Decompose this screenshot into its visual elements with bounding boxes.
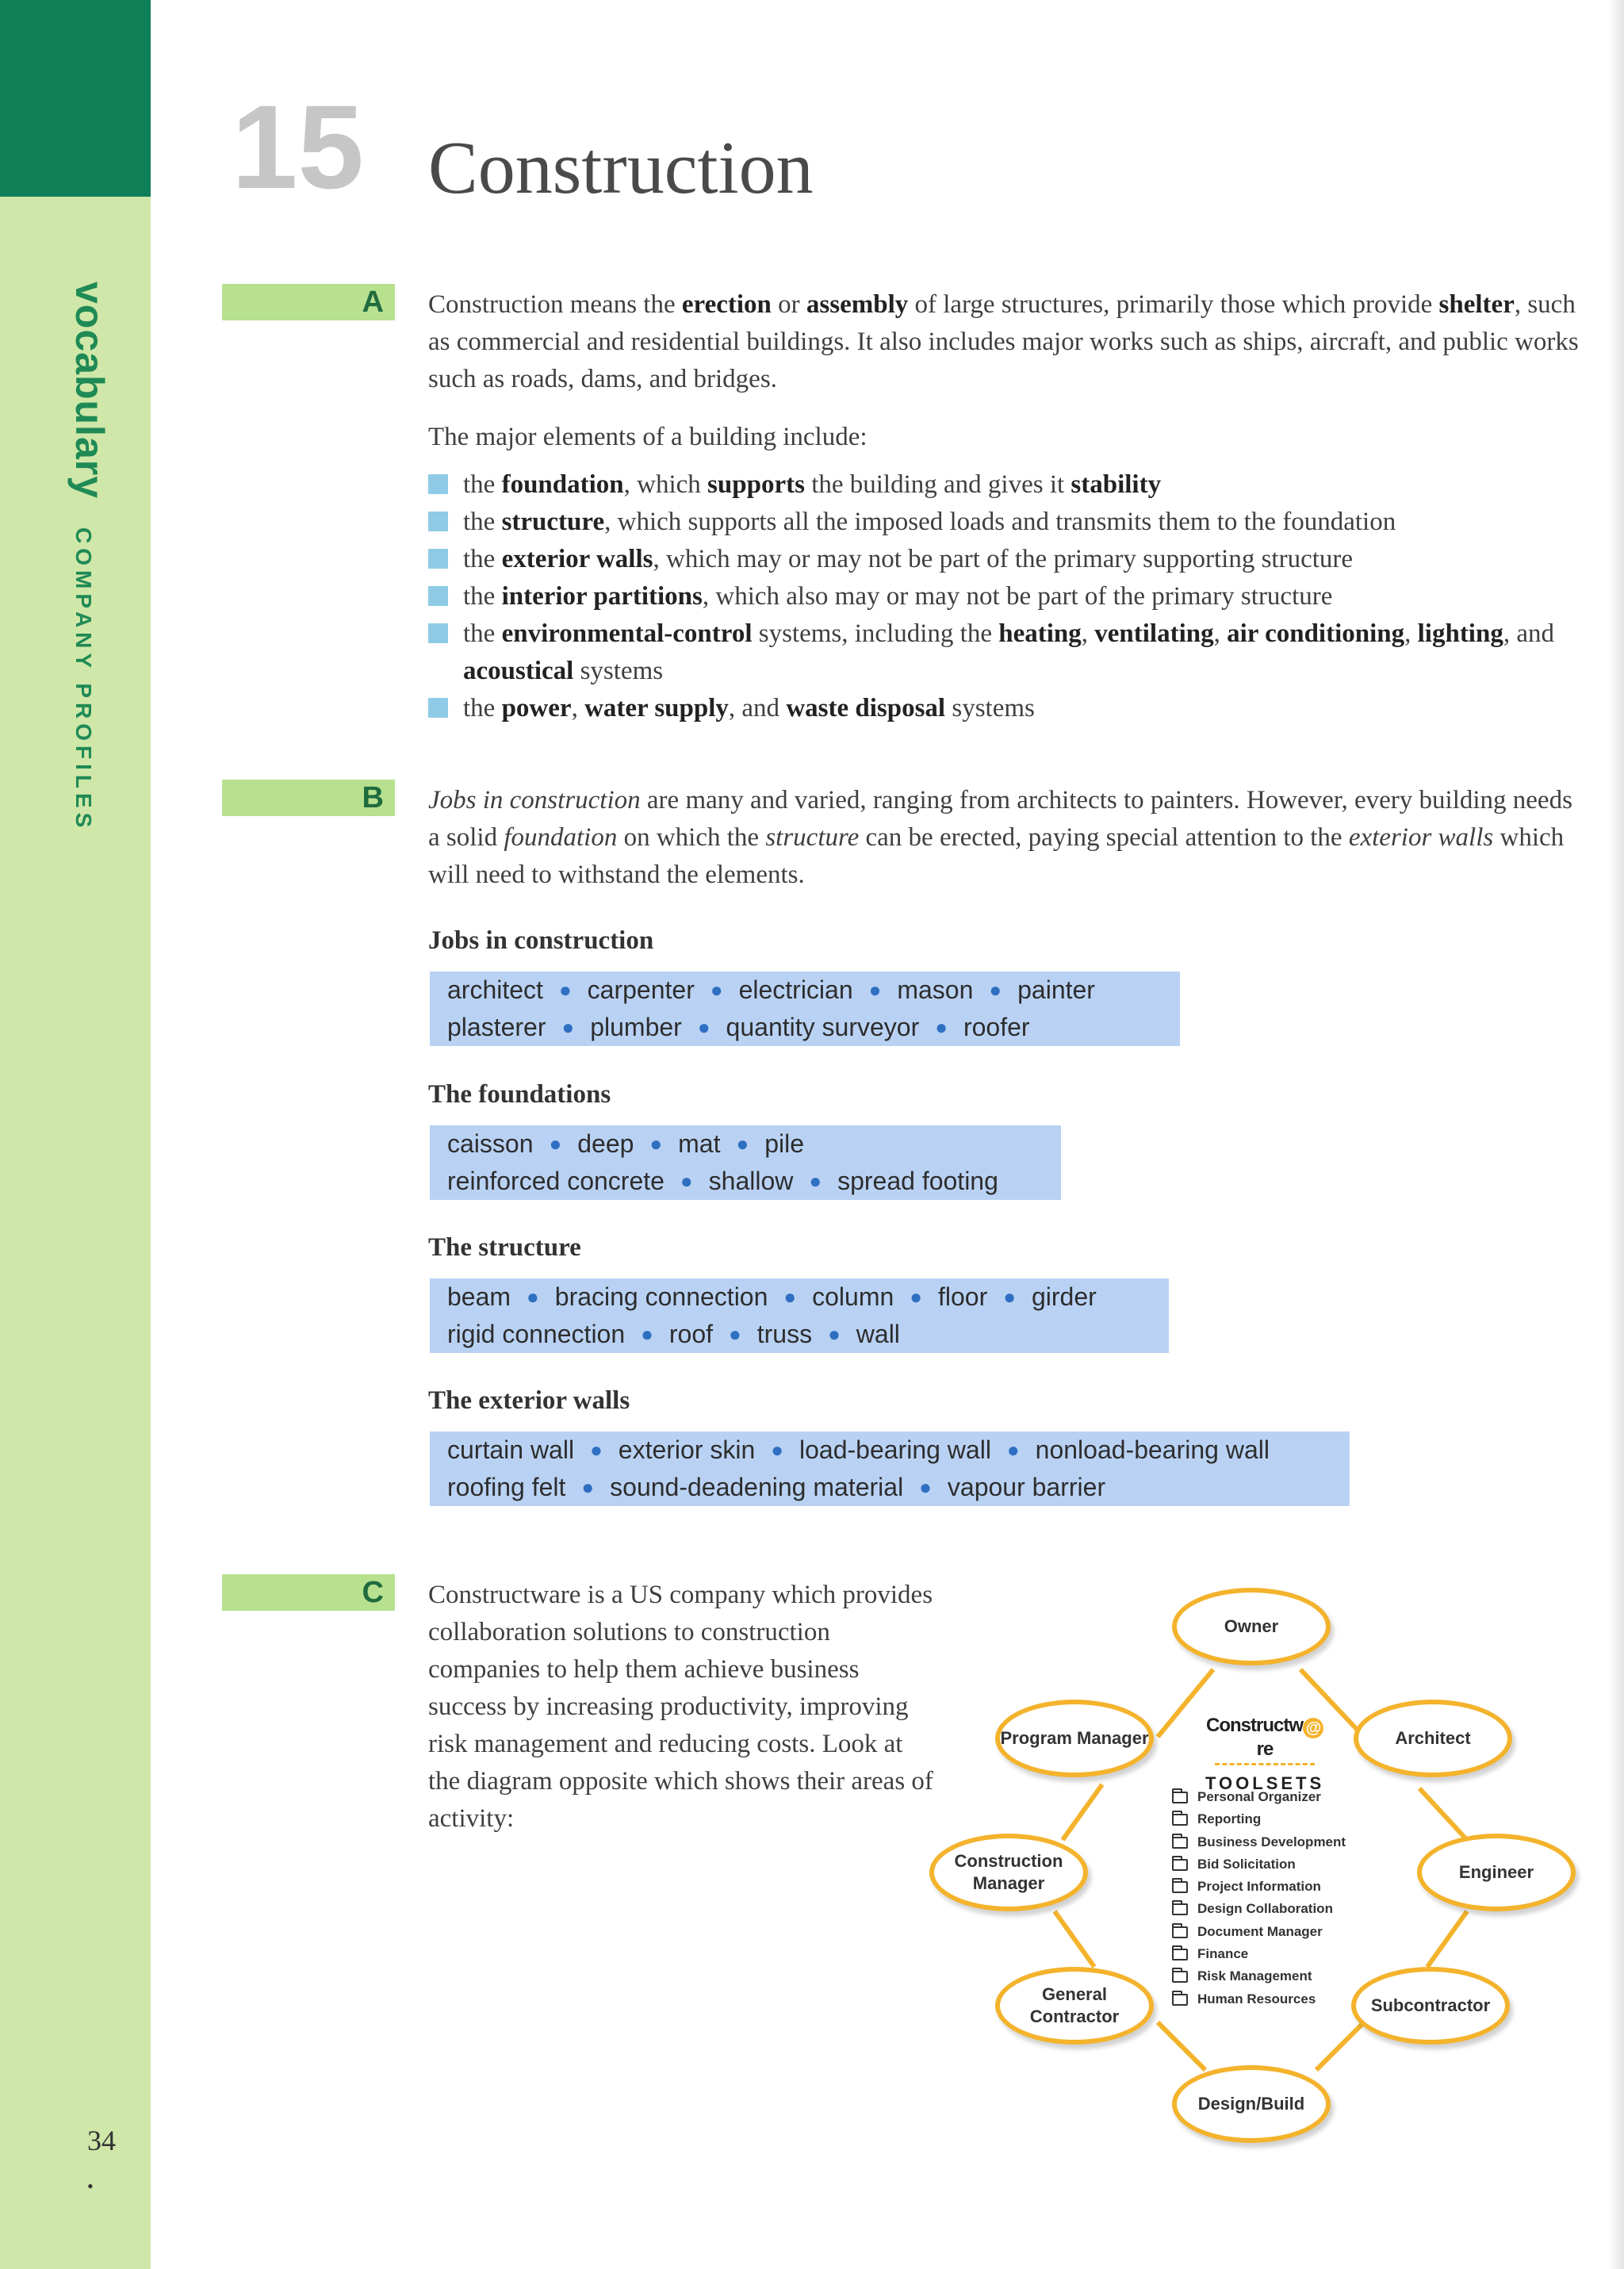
vocab-term: curtain wall	[447, 1435, 575, 1464]
toolset-label: Bid Solicitation	[1197, 1856, 1296, 1872]
vocab-term: load-bearing wall	[799, 1435, 991, 1464]
toolset-item	[1172, 1808, 1346, 1830]
vocab-term: roofer	[963, 1013, 1030, 1041]
vocab-term: sound-deadening material	[610, 1473, 904, 1501]
bullet-dot-icon: ●	[649, 1132, 663, 1156]
vocab-term: exterior skin	[618, 1435, 756, 1464]
toolset-item	[1172, 1988, 1346, 2010]
vocab-box	[430, 1278, 1169, 1353]
building-element-item	[428, 466, 1586, 504]
toolset-label: Personal Organizer	[1197, 1789, 1321, 1804]
bullet-dot-icon: ●	[771, 1438, 783, 1462]
section-b-intro	[428, 782, 1586, 894]
logo-at-symbol: @	[1303, 1718, 1323, 1738]
text-run: , which	[623, 470, 708, 499]
bullet-dot-icon: ●	[641, 1322, 653, 1346]
text-run: structure	[501, 508, 605, 536]
vocab-term: vapour barrier	[947, 1473, 1106, 1501]
vocab-row	[447, 1316, 1151, 1353]
text-run: water supply	[584, 694, 729, 722]
vocab-term: beam	[447, 1282, 511, 1311]
unit-number: 15	[232, 80, 364, 213]
toolset-label: Human Resources	[1197, 1991, 1316, 2006]
toolset-label: Risk Management	[1197, 1968, 1312, 1984]
node-subcontractor: Subcontractor	[1351, 1967, 1510, 2045]
vocab-term: mason	[897, 975, 974, 1004]
vocab-term: architect	[447, 975, 543, 1004]
node-general-contractor: General Contractor	[995, 1967, 1154, 2045]
text-run: , which also may or may not be part of the primary structure	[702, 582, 1333, 611]
folder-icon	[1172, 1881, 1188, 1893]
vocab-row	[447, 1009, 1162, 1046]
text-run: , such as commercial and residential buildings. It also includes major works such as ships, aircraft, and public works such as roads, dams, and bridges.	[428, 290, 1579, 393]
toolset-label: Business Development	[1197, 1834, 1346, 1849]
folder-icon	[1172, 1792, 1188, 1803]
text-run: power	[501, 694, 572, 722]
text-run: ,	[1404, 619, 1418, 648]
logo-suffix: re	[1256, 1738, 1274, 1760]
bullet-dot-icon: ●	[710, 978, 723, 1002]
text-run: can be erected, paying special attention to the	[859, 823, 1349, 852]
toolset-label: Design Collaboration	[1197, 1901, 1333, 1917]
building-element-item	[428, 615, 1586, 690]
text-run: which will need to withstand the elements.	[428, 823, 1565, 889]
folder-icon	[1172, 1949, 1188, 1960]
vocab-term: pile	[764, 1129, 804, 1158]
vocab-row	[447, 1125, 1044, 1163]
vocab-group-heading: Jobs in construction	[428, 926, 654, 955]
building-element-item	[428, 541, 1586, 578]
node-engineer: Engineer	[1417, 1834, 1576, 1911]
margin-header-block	[0, 0, 151, 197]
vocab-row	[447, 1278, 1151, 1316]
toolset-item	[1172, 1943, 1346, 1965]
node-construction-manager: Construction Manager	[929, 1834, 1088, 1911]
vocab-group-heading: The structure	[428, 1233, 581, 1262]
text-run: systems	[945, 694, 1035, 722]
folder-icon	[1172, 1903, 1188, 1915]
text-run: ventilating	[1094, 619, 1214, 648]
vocab-row	[447, 1432, 1332, 1469]
text-run: environmental-control	[501, 619, 753, 648]
vocab-term: girder	[1031, 1282, 1097, 1311]
toolset-item	[1172, 1921, 1346, 1943]
bullet-dot-icon: ●	[868, 978, 882, 1002]
toolset-label: Reporting	[1197, 1811, 1262, 1827]
bullet-dot-icon: ●	[809, 1169, 822, 1193]
text-run: the	[463, 545, 502, 573]
bullet-dot-icon: ●	[935, 1015, 948, 1039]
text-run: lighting	[1417, 619, 1503, 648]
text-run: systems	[573, 657, 664, 685]
text-run: air conditioning	[1227, 619, 1405, 648]
text-run: , and	[728, 694, 787, 722]
text-run: the	[463, 619, 502, 648]
vocab-term: shallow	[708, 1167, 794, 1195]
vocab-group-heading: The foundations	[428, 1080, 611, 1109]
logo-wordmark	[1205, 1715, 1324, 1761]
text-run: systems, including the	[752, 619, 999, 648]
square-bullet-icon	[428, 586, 448, 606]
square-bullet-icon	[428, 549, 448, 569]
text-run: interior partitions	[501, 582, 703, 611]
text-run: the building and gives it	[804, 470, 1071, 499]
vocab-row	[447, 1163, 1044, 1200]
bullet-dot-icon: ●	[783, 1285, 797, 1309]
text-run: , and	[1503, 619, 1554, 648]
vocab-term: reinforced concrete	[447, 1167, 665, 1195]
bullet-dot-icon: ●	[680, 1169, 693, 1193]
bullet-dot-icon: ●	[527, 1285, 539, 1309]
vocab-box	[430, 972, 1180, 1046]
text-run: acoustical	[463, 657, 574, 685]
section-c-text: Constructware is a US company which provides collaboration solutions to construction companies to help them achieve business success by increasing productivity, improving risk management and reducing costs. Look at the diagram opposite which shows their areas of activity:	[428, 1581, 933, 1833]
margin-title-company-profiles: COMPANY PROFILES	[71, 527, 96, 833]
square-bullet-icon	[428, 474, 448, 494]
toolset-item	[1172, 1853, 1346, 1876]
vocab-term: deep	[577, 1129, 634, 1158]
bullet-dot-icon: ●	[919, 1475, 932, 1499]
node-design-build: Design/Build	[1172, 2065, 1331, 2143]
text-run: the	[463, 470, 502, 499]
node-owner: Owner	[1172, 1588, 1331, 1665]
square-bullet-icon	[428, 512, 448, 531]
text-run: ,	[1081, 619, 1095, 648]
text-run: are many and varied, ranging from architects to painters. However, every building needs a solid	[428, 786, 1572, 852]
vocab-term: plumber	[590, 1013, 682, 1041]
text-run: ,	[571, 694, 585, 722]
vocab-row	[447, 1469, 1332, 1506]
building-element-item	[428, 578, 1586, 615]
page-edge	[1608, 0, 1624, 2269]
bullet-dot-icon: ●	[590, 1438, 603, 1462]
toolset-label: Project Information	[1197, 1879, 1321, 1895]
text-run: assembly	[806, 290, 909, 319]
toolset-label: Document Manager	[1197, 1923, 1323, 1939]
vocab-term: floor	[937, 1282, 988, 1311]
text-run: exterior walls	[1348, 823, 1494, 852]
bullet-dot-icon: ●	[561, 1015, 575, 1039]
bullet-dot-icon: ●	[729, 1322, 741, 1346]
text-run: heating	[998, 619, 1082, 648]
building-elements-list	[428, 466, 1586, 727]
folder-icon	[1172, 1994, 1188, 2006]
vocab-term: roof	[668, 1320, 713, 1348]
building-element-item	[428, 690, 1586, 727]
vocab-box	[430, 1432, 1350, 1506]
text-run: on which the	[617, 823, 766, 852]
logo-prefix: Constructw	[1206, 1715, 1303, 1736]
toolset-item	[1172, 1898, 1346, 1920]
vocab-term: bracing connection	[554, 1282, 768, 1311]
toolset-item	[1172, 1965, 1346, 1987]
vocab-term: column	[812, 1282, 894, 1311]
vocab-term: truss	[756, 1320, 813, 1348]
text-run: the	[463, 508, 502, 536]
text-run: the	[463, 694, 502, 722]
node-program-manager: Program Manager	[995, 1700, 1154, 1777]
unit-title: Construction	[428, 127, 814, 209]
text-run: of large structures, primarily those which provide	[908, 290, 1439, 319]
section-a-intro	[428, 286, 1586, 398]
bullet-dot-icon: ●	[1003, 1285, 1016, 1309]
folder-icon	[1172, 1971, 1188, 1983]
folder-icon	[1172, 1926, 1188, 1938]
text-run: exterior walls	[501, 545, 653, 573]
building-element-item	[428, 504, 1586, 541]
vocab-term: electrician	[738, 975, 853, 1004]
text-run: the	[463, 582, 502, 611]
text-run: supports	[707, 470, 805, 499]
vocab-term: mat	[678, 1129, 721, 1158]
text-run: foundation	[504, 823, 618, 852]
text-run: shelter	[1438, 290, 1515, 319]
page-number: 34	[87, 2125, 116, 2156]
margin-title-vocabulary: vocabulary	[67, 282, 112, 500]
vocab-group-heading: The exterior walls	[428, 1386, 630, 1415]
section-a-elements-lead: The major elements of a building include:	[428, 423, 868, 451]
bullet-dot-icon: ●	[736, 1132, 749, 1156]
folder-icon	[1172, 1859, 1188, 1871]
vocab-term: painter	[1017, 975, 1095, 1004]
vocab-term: rigid connection	[447, 1320, 626, 1348]
text-run: stability	[1071, 470, 1162, 499]
bullet-dot-icon: ●	[697, 1015, 710, 1039]
bullet-dot-icon: ●	[558, 978, 572, 1002]
section-b-tab: B	[222, 780, 395, 816]
vocab-term: wall	[856, 1320, 900, 1348]
folder-icon	[1172, 1837, 1188, 1849]
bullet-dot-icon: ●	[989, 978, 1002, 1002]
text-run: , which supports all the imposed loads and transmits them to the foundation	[604, 508, 1396, 536]
constructware-logo	[1205, 1715, 1324, 1794]
vocab-term: quantity surveyor	[726, 1013, 920, 1041]
text-run: or	[771, 290, 806, 319]
section-a-tab: A	[222, 284, 395, 320]
vocab-term: spread footing	[837, 1167, 998, 1195]
folder-icon	[1172, 1814, 1188, 1826]
vocab-term: caisson	[447, 1129, 534, 1158]
vocab-term: nonload-bearing wall	[1035, 1435, 1270, 1464]
bullet-dot-icon: ●	[581, 1475, 595, 1499]
toolset-list	[1172, 1786, 1346, 2010]
text-run: waste disposal	[786, 694, 946, 722]
text-run: , which may or may not be part of the primary supporting structure	[653, 545, 1354, 573]
bullet-dot-icon: ●	[828, 1322, 841, 1346]
vocab-box	[430, 1125, 1061, 1200]
square-bullet-icon	[428, 698, 448, 718]
square-bullet-icon	[428, 623, 448, 643]
toolset-item	[1172, 1876, 1346, 1898]
text-run: ,	[1213, 619, 1228, 648]
section-c-tab: C	[222, 1574, 395, 1611]
activity-diagram	[920, 1578, 1586, 2165]
vocab-term: plasterer	[447, 1013, 546, 1041]
toolset-item	[1172, 1786, 1346, 1808]
bullet-dot-icon: ●	[910, 1285, 922, 1309]
toolset-item	[1172, 1831, 1346, 1853]
margin-title	[67, 282, 113, 832]
bullet-dot-icon: ●	[549, 1132, 562, 1156]
vocab-term: roofing felt	[447, 1473, 566, 1501]
vocab-row	[447, 972, 1162, 1009]
logo-underline	[1215, 1763, 1315, 1769]
toolset-label: Finance	[1197, 1946, 1249, 1962]
text-run: foundation	[501, 470, 624, 499]
text-run: structure	[765, 823, 860, 852]
text-run: Construction means the	[428, 290, 682, 319]
page-mark: •	[87, 2176, 94, 2196]
toolsets-title: TOOLSETS	[1205, 1773, 1325, 1793]
node-architect: Architect	[1354, 1700, 1512, 1777]
text-run: erection	[681, 290, 772, 319]
vocab-term: carpenter	[587, 975, 695, 1004]
bullet-dot-icon: ●	[1006, 1438, 1020, 1462]
text-run: Jobs in construction	[428, 786, 641, 814]
